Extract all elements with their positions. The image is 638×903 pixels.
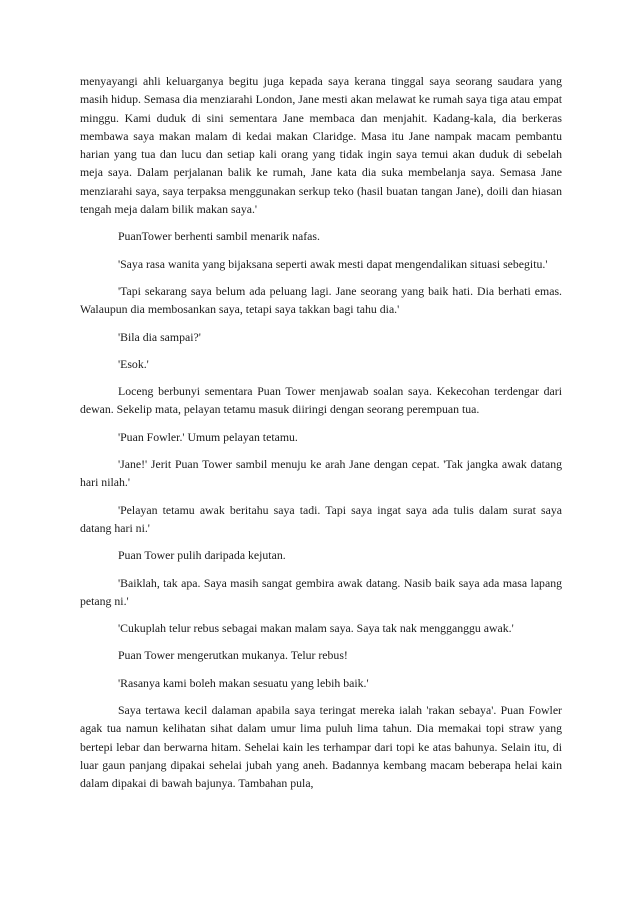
- paragraph-4: 'Tapi sekarang saya belum ada peluang lagi. Jane seorang yang baik hati. Dia berhati emas. Walaupun dia membosankan saya, tetapi saya takkan bagi tahu dia.': [80, 283, 562, 317]
- paragraph-1: menyayangi ahli keluarganya begitu juga kepada saya kerana tinggal saya seorang saudara yang masih hidup. Semasa dia menziarahi London, Jane mesti akan melawat ke rumah saya tiga atau empat minggu. Kami duduk di sini sementara Jane membaca dan menjahit. Kadang-kala, dia berkeras membawa saya makan malam di kedai makan Claridge. Masa itu Jane nampak macam pembantu harian yang tua dan lucu dan setiap kali orang yang tidak ingin saya temui akan duduk di sebelah meja saya. Dalam perjalanan balik ke rumah, Jane kata dia suka membelanja saya. Semasa Jane menziarahi saya, saya terpaksa menggunakan serkup teko (hasil buatan tangan Jane), doili dan hiasan tengah meja dalam bilik makan saya.': [80, 74, 562, 217]
- document-page: [80, 72, 562, 802]
- paragraph-9: 'Jane!' Jerit Puan Tower sambil menuju ke arah Jane dengan cepat. 'Tak jangka awak datang hari nilah.': [80, 457, 562, 490]
- paragraph-2: PuanTower berhenti sambil menarik nafas.: [118, 229, 320, 244]
- paragraph-14: Puan Tower mengerutkan mukanya. Telur rebus!: [118, 648, 348, 663]
- paragraph-6: 'Esok.': [118, 356, 149, 371]
- paragraph-8: 'Puan Fowler.' Umum pelayan tetamu.: [118, 429, 298, 444]
- paragraph-16: Saya tertawa kecil dalaman apabila saya teringat mereka ialah 'rakan sebaya'. Puan Fowler agak tua namun kelihatan sihat dalam umur lima puluh lima tahun. Dia memakai topi straw yang bertepi lebar dan berwarna hitam. Sehelai kain les terhampar dari topi ke atas bahunya. Selain itu, di luar gaun panjang dipakai sehelai jubah yang aneh. Badannya kembang macam beberapa helai kain dalam dipakai di bawah bajunya. Tambahan pula,: [80, 703, 562, 791]
- paragraph-5: 'Bila dia sampai?': [118, 329, 201, 344]
- paragraph-11: Puan Tower pulih daripada kejutan.: [118, 548, 286, 563]
- paragraph-7: Loceng berbunyi sementara Puan Tower menjawab soalan saya. Kekecohan terdengar dari dewan. Sekelip mata, pelayan tetamu masuk diiringi dengan seorang perempuan tua.: [80, 384, 562, 417]
- paragraph-10: 'Pelayan tetamu awak beritahu saya tadi. Tapi saya ingat saya ada tulis dalam surat saya datang hari ni.': [80, 502, 562, 535]
- paragraph-3: 'Saya rasa wanita yang bijaksana seperti awak mesti dapat mengendalikan situasi sebegitu.': [118, 256, 548, 271]
- paragraph-15: 'Rasanya kami boleh makan sesuatu yang lebih baik.': [118, 675, 369, 690]
- paragraph-13: 'Cukuplah telur rebus sebagai makan malam saya. Saya tak nak mengganggu awak.': [118, 621, 514, 636]
- paragraph-12: 'Baiklah, tak apa. Saya masih sangat gembira awak datang. Nasib baik saya ada masa lapang petang ni.': [80, 575, 562, 608]
